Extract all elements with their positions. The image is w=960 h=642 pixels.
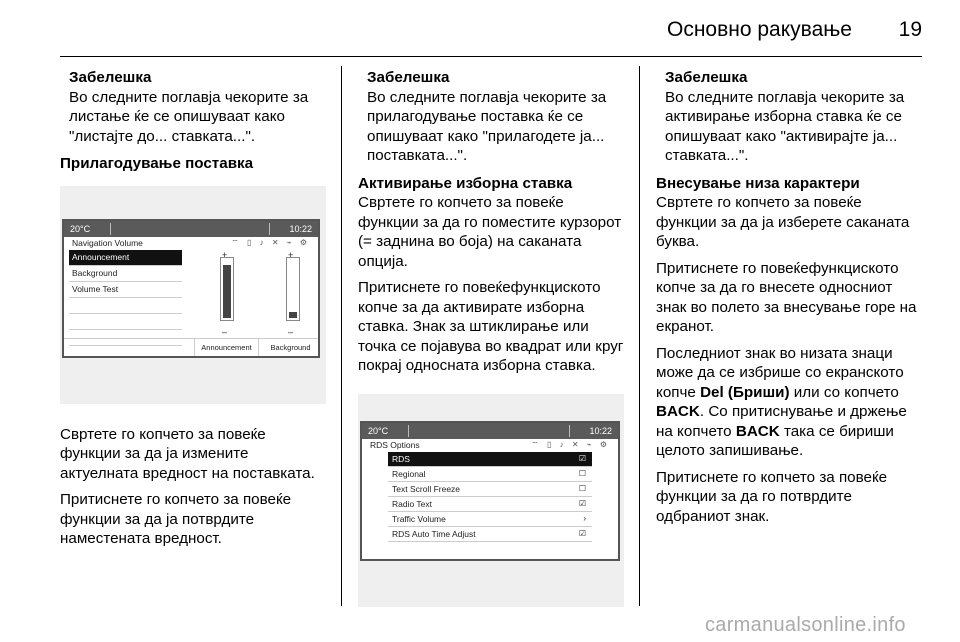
status-icons: ⌔ ▯ ♪ ✕ ⌁ ⚙ (531, 439, 610, 449)
status-separator (110, 223, 111, 235)
text-run: или со копчето (789, 383, 899, 401)
checkbox-unchecked-icon: ☐ (578, 468, 586, 478)
note-title: Забелешка (69, 69, 152, 86)
status-bar (362, 423, 618, 439)
options-list (388, 452, 592, 542)
menu-item[interactable]: Announcement (69, 250, 182, 266)
list-item-traffic-volume[interactable] (388, 512, 592, 527)
menu-item[interactable]: Background (69, 266, 182, 282)
checkbox-checked-icon: ☑ (578, 453, 586, 463)
text-run: Последниот знак во низата знаци може да се избрише со екранското копче (656, 344, 904, 401)
paragraph: Свртете го копчето за повеќе функции за да го поместите курзорот (= заднина во боја) на саканата опција. (358, 194, 622, 270)
screen-title-text: Navigation Volume (72, 237, 143, 248)
note-box (60, 68, 328, 146)
note-text: Во следните поглавја чекорите за активирање изборна ставка ќе се опишуваат како "активирајте ја... ставката...". (665, 88, 905, 164)
checkbox-unchecked-icon: ☐ (578, 483, 586, 493)
slider-fill (223, 265, 231, 317)
text-run: . Со притиснување и држење на копчето (656, 403, 907, 440)
plus-icon: + (222, 249, 228, 260)
screenshot-rds-options (358, 394, 624, 607)
list-item-regional[interactable] (388, 467, 592, 482)
announcement-volume-slider[interactable] (220, 257, 234, 321)
note-text: Во следните поглавја чекорите за прилагодување поставка ќе се опишуваат како "прилагодете ја... поставката...". (367, 88, 607, 164)
list-item-label: Text Scroll Freeze (392, 483, 461, 494)
status-separator (569, 425, 570, 437)
page-title: Основно ракување (666, 18, 852, 41)
softkey-bar (64, 338, 318, 356)
page-number: 19 (898, 18, 922, 41)
checkbox-checked-icon: ☑ (578, 528, 586, 538)
paragraph (656, 344, 924, 461)
screenshot-navigation-volume (60, 186, 326, 404)
paragraph: Свртете го копчето за повеќе функции за да ја измените актуелната вредност на поставката. (60, 425, 315, 482)
list-item-text-scroll-freeze[interactable] (388, 482, 592, 497)
page-header (60, 18, 922, 48)
header-rule (60, 56, 922, 57)
status-separator (408, 425, 409, 437)
key-label-back: BACK (735, 422, 780, 440)
plus-icon: + (288, 249, 294, 260)
text-run: така се бириши целото запишивање. (656, 422, 894, 459)
note-box (656, 68, 924, 166)
key-label-back: BACK (656, 403, 700, 420)
section-heading: Активирање изборна ставка (358, 174, 573, 192)
paragraph: Притиснете го повеќефункциското копче за да го внесете односниот знак во полето за внесување горе на екранот. (656, 259, 917, 335)
list-item-label: RDS Auto Time Adjust (392, 528, 476, 539)
screen-title-text: RDS Options (370, 439, 420, 450)
menu-list (69, 250, 182, 346)
section-heading: Прилагодување поставка (60, 155, 254, 172)
list-item-radio-text[interactable] (388, 497, 592, 512)
note-title: Забелешка (665, 69, 748, 86)
chevron-right-icon: › (583, 513, 586, 523)
display-screen (62, 219, 320, 358)
minus-icon: – (222, 326, 228, 337)
announcement-softkey[interactable]: Announcement (194, 339, 258, 357)
minus-icon: – (288, 326, 294, 337)
watermark: carmanualsonline.info (705, 614, 906, 636)
slider-fill (289, 312, 297, 318)
menu-item[interactable] (69, 314, 182, 330)
background-softkey[interactable]: Background (258, 339, 320, 357)
status-bar (64, 221, 318, 237)
column-1 (60, 68, 328, 556)
paragraph: Притиснете го повеќефункциското копче за да активирате изборна ставка. Знак за штиклирање или точка се појавува во квадрат или круг покрај односната изборна ставка. (358, 279, 624, 374)
list-item-label: Traffic Volume (392, 513, 446, 524)
section-heading: Внесување низа карактери (656, 174, 860, 192)
menu-item[interactable]: Volume Test (69, 282, 182, 298)
list-item-label: RDS (392, 453, 410, 464)
clock: 10:22 (289, 223, 312, 234)
column-3 (656, 68, 924, 533)
temperature: 20°C (368, 425, 389, 436)
paragraph: Притиснете го копчето за повеќе функции за да ја потврдите наместената вредност. (60, 491, 292, 547)
note-title: Забелешка (367, 69, 450, 86)
key-label-del: Del (Бриши) (700, 383, 790, 401)
screen-title (362, 439, 618, 451)
list-item-label: Radio Text (392, 498, 433, 509)
column-divider (341, 66, 342, 606)
note-box (358, 68, 626, 166)
clock: 10:22 (589, 425, 612, 436)
temperature: 20°C (70, 223, 91, 234)
list-item-label: Regional (392, 468, 426, 479)
column-2 (358, 68, 626, 607)
checkbox-checked-icon: ☑ (578, 498, 586, 508)
list-item-rds-auto-time-adjust[interactable] (388, 527, 592, 542)
column-divider (639, 66, 640, 606)
status-separator (269, 223, 270, 235)
paragraph: Притиснете го копчето за повеќе функции за да го потврдите одбраниот знак. (656, 468, 888, 525)
background-volume-slider[interactable] (286, 257, 300, 321)
screen-title (64, 237, 318, 249)
paragraph: Свртете го копчето за повеќе функции за да ја изберете саканата буква. (656, 194, 910, 250)
menu-item[interactable] (69, 298, 182, 314)
status-icons: ⌔ ▯ ♪ ✕ ⌁ ⚙ (231, 237, 310, 247)
list-item-rds[interactable] (388, 452, 592, 467)
display-screen (360, 421, 620, 561)
note-text: Во следните поглавја чекорите за листање ќе се опишуваат како "листајте до... ставката...". (69, 88, 309, 145)
